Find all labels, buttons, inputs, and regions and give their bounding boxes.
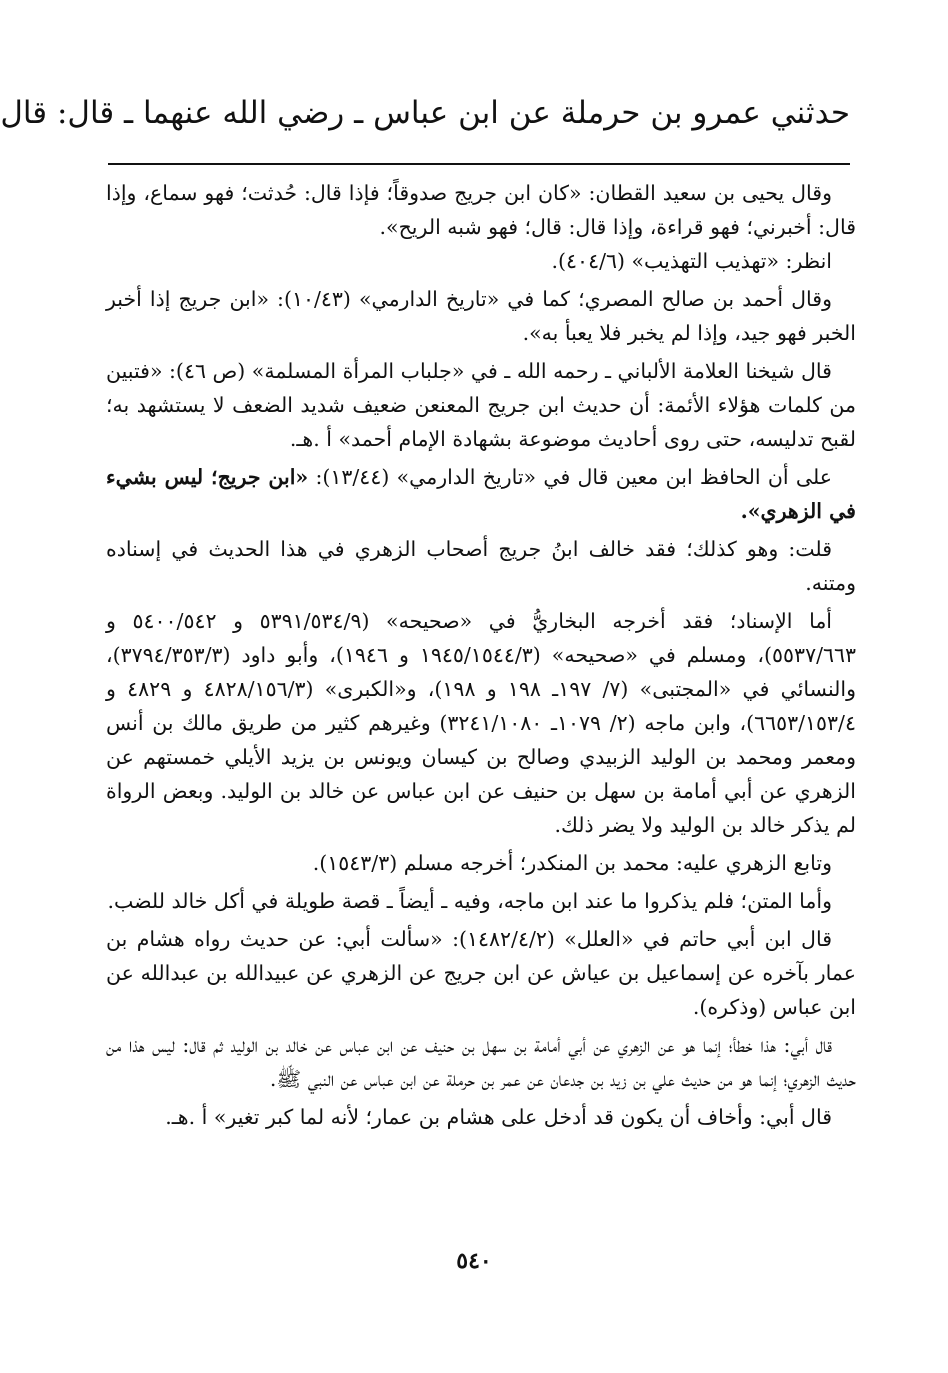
- page-number: ٥٤٠: [456, 1248, 492, 1274]
- footnote-paragraph-matn: وأما المتن؛ فلم يذكروا ما عند ابن ماجه، وفيه ـ أيضاً ـ قصة طويلة في أكل خالد للضب.: [107, 889, 832, 913]
- footnote-paragraph-ilal: قال ابن أبي حاتم في «العلل» (١٤٨٢/٤/٢): «سألت أبي: عن حديث رواه هشام بن عمار بآخره عن إسماعيل بن عياش عن ابن جريج عن الزهري عن عبيدالله بن عبدالله عن ابن عباس (وذكره).: [106, 927, 856, 1019]
- footnote-paragraph-mutaba: وتابع الزهري عليه: محمد بن المنكدر؛ أخرجه مسلم (١٥٤٣/٣).: [312, 851, 832, 875]
- footnote-paragraph-isnad: أما الإسناد؛ فقد أخرجه البخاريُّ في «صحيحه» (٥٣٩١/٥٣٤/٩ و ٥٤٠٠/٥٤٢ و ٥٥٣٧/٦٦٣)، ومسلم في «صحيحه» (١٩٤٥/١٥٤٤/٣ و ١٩٤٦)، وأبو داود (٣٧٩٤/٣٥٣/٣)، والنسائي في «المجتبى» (٧/ ١٩٧ـ ١٩٨ و ١٩٨)، و«الكبرى» (٤٨٢٨/١٥٦/٣ و ٤٨٢٩ و ٦٦٥٣/١٥٣/٤)، وابن ماجه (٢/ ١٠٧٩ـ ٣٢٤١/١٠٨٠) وغيرهم كثير من طريق مالك بن أنس ومعمر ومحمد بن الوليد الزبيدي وصالح بن كيسان ويونس بن يزيد الأيلي خمستهم عن الزهري عن أبي أمامة بن سهل بن حنيف عن ابن عباس عن خالد بن الوليد. وبعض الرواة لم يذكر خالد بن الوليد ولا يضر ذلك.: [106, 609, 857, 837]
- main-text-line: حدثني عمرو بن حرملة عن ابن عباس ـ رضي الله عنهما ـ قال: قال: [0, 95, 850, 131]
- footnote-paragraph-ibn-maeen: [106, 460, 856, 528]
- footnote-paragraph-ahmad-salih: وقال أحمد بن صالح المصري؛ كما في «تاريخ الدارمي» (١٠/٤٣): «ابن جريج إذا أخبر الخبر فهو جيد، وإذا لم يخبر فلا يعبأ به».: [106, 287, 856, 345]
- footnote-paragraph-qultu: قلت: وهو كذلك؛ فقد خالف ابنُ جريج أصحاب الزهري في هذا الحديث في إسناده ومتنه.: [106, 537, 856, 595]
- footnotes-block: [106, 176, 856, 1134]
- footnote-paragraph-abi-khata: قال أبي: هذا خطأ؛ إنما هو عن الزهري عن أبي أمامة بن سهل بن حنيف عن ابن عباس عن خالد بن الوليد ثم قال: ليس هذا من حديث الزهري؛ إنما هو من حديث علي بن زيد بن جدعان عن عمر بن حرملة عن ابن عباس عن النبي ﷺ.: [106, 1033, 856, 1091]
- footnote-separator-rule: [108, 163, 850, 165]
- footnote-paragraph-albani: قال شيخنا العلامة الألباني ـ رحمه الله ـ في «جلباب المرأة المسلمة» (ص ٤٦): «فتبين من كلمات هؤلاء الأئمة: أن حديث ابن جريج المعنعن ضعيف شديد الضعف لا يستشهد به؛ لقبح تدليسه، حتى روى أحاديث موضوعة بشهادة الإمام أحمد» أ .هـ.: [106, 359, 856, 451]
- ibn-maeen-bold-quote: «ابن جريج؛ ليس بشيء في الزهري».: [106, 465, 856, 523]
- footnote-paragraph-abi-akhaf: قال أبي: وأخاف أن يكون قد أدخل على هشام بن عمار؛ لأنه لما كبر تغير» أ .هـ.: [165, 1105, 832, 1129]
- footnote-paragraph-qattan: وقال يحيى بن سعيد القطان: «كان ابن جريج صدوقاً؛ فإذا قال: حُدثت؛ فهو سماع، وإذا قال: أخبرني؛ فهو قراءة، وإذا قال: قال؛ فهو شبه الريح».: [106, 181, 856, 239]
- footnote-paragraph-tahdhib: انظر: «تهذيب التهذيب» (٤٠٤/٦).: [551, 249, 832, 273]
- ibn-maeen-intro-text: على أن الحافظ ابن معين قال في «تاريخ الدارمي» (١٣/٤٤):: [308, 465, 832, 489]
